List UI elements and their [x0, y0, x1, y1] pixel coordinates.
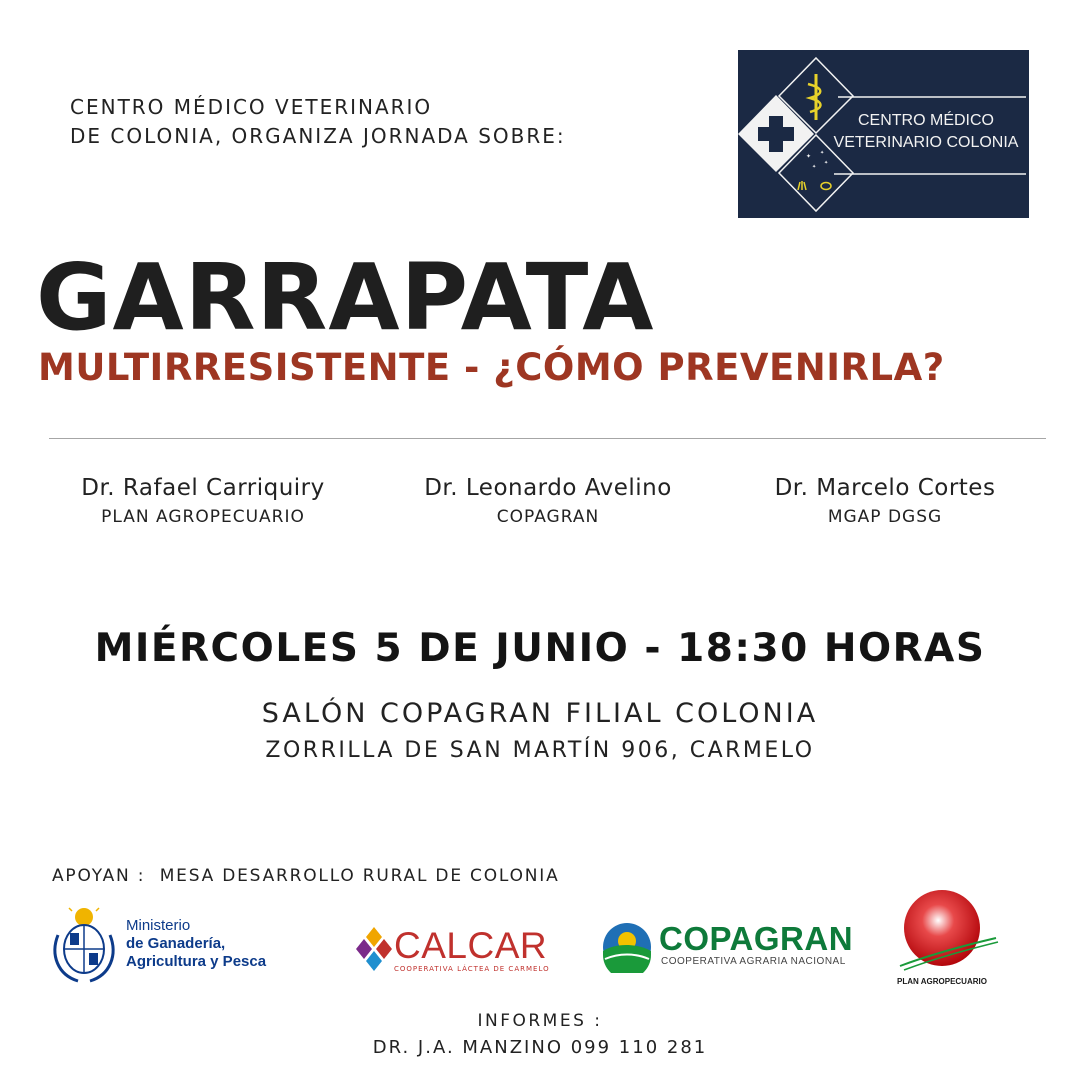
- copagran-tagline: COOPERATIVA AGRARIA NACIONAL: [661, 956, 846, 967]
- contact-info: DR. J.A. MANZINO 099 110 281: [372, 1037, 708, 1058]
- divider: [49, 438, 1046, 439]
- intro-line-2: DE COLONIA, ORGANIZA JORNADA SOBRE:: [70, 124, 566, 148]
- red-sphere-icon: [882, 888, 1002, 976]
- event-address: ZORRILLA DE SAN MARTÍN 906, CARMELO: [265, 738, 815, 763]
- speaker-card: [43, 474, 363, 532]
- mgap-line-3: Agricultura y Pesca: [126, 953, 267, 970]
- calcar-flower-icon: [354, 925, 394, 973]
- organizer-intro: [70, 93, 566, 151]
- svg-text:✦: ✦: [806, 153, 812, 160]
- logo-line-1: CENTRO MÉDICO: [858, 112, 994, 129]
- speaker-card: [388, 474, 708, 532]
- svg-text:✦: ✦: [824, 160, 829, 166]
- svg-text:✦: ✦: [812, 164, 817, 170]
- event-venue: SALÓN COPAGRAN FILIAL COLONIA: [261, 698, 819, 729]
- event-title: GARRAPATA: [36, 244, 655, 351]
- calcar-name: CALCAR: [394, 925, 548, 966]
- veterinary-center-logo: [738, 50, 1029, 218]
- speaker-card: [725, 474, 1045, 532]
- plan-name: PLAN AGROPECUARIO: [897, 977, 987, 986]
- copagran-name: COPAGRAN: [659, 920, 854, 957]
- uruguay-coat-of-arms-icon: [48, 905, 120, 985]
- speaker-name: Dr. Rafael Carriquiry: [81, 475, 325, 501]
- speaker-org: MGAP DGSG: [827, 507, 943, 527]
- mgap-line-2: de Ganadería,: [126, 935, 226, 952]
- mgap-line-1: Ministerio: [126, 917, 191, 934]
- calcar-logo: [354, 925, 559, 980]
- mgap-logo: [48, 905, 298, 985]
- svg-text:✦: ✦: [820, 150, 825, 156]
- speaker-name: Dr. Marcelo Cortes: [774, 475, 996, 501]
- support-label: APOYAN :: [52, 866, 146, 886]
- plan-agropecuario-logo: [882, 888, 1002, 992]
- calcar-tagline: COOPERATIVA LÁCTEA DE CARMELO: [394, 965, 550, 973]
- informes-label: INFORMES :: [477, 1011, 603, 1031]
- support-line: [52, 866, 560, 886]
- event-datetime: MIÉRCOLES 5 DE JUNIO - 18:30 HORAS: [94, 626, 986, 671]
- intro-line-1: CENTRO MÉDICO VETERINARIO: [70, 95, 433, 119]
- logo-line-2: VETERINARIO COLONIA: [833, 134, 1019, 151]
- speaker-name: Dr. Leonardo Avelino: [424, 475, 672, 501]
- event-subtitle: MULTIRRESISTENTE - ¿CÓMO PREVENIRLA?: [38, 346, 945, 389]
- copagran-sun-field-icon: [601, 921, 653, 973]
- copagran-logo: [601, 918, 856, 978]
- speaker-org: COPAGRAN: [496, 507, 600, 527]
- support-org: MESA DESARROLLO RURAL DE COLONIA: [159, 866, 560, 886]
- speaker-org: PLAN AGROPECUARIO: [101, 507, 305, 527]
